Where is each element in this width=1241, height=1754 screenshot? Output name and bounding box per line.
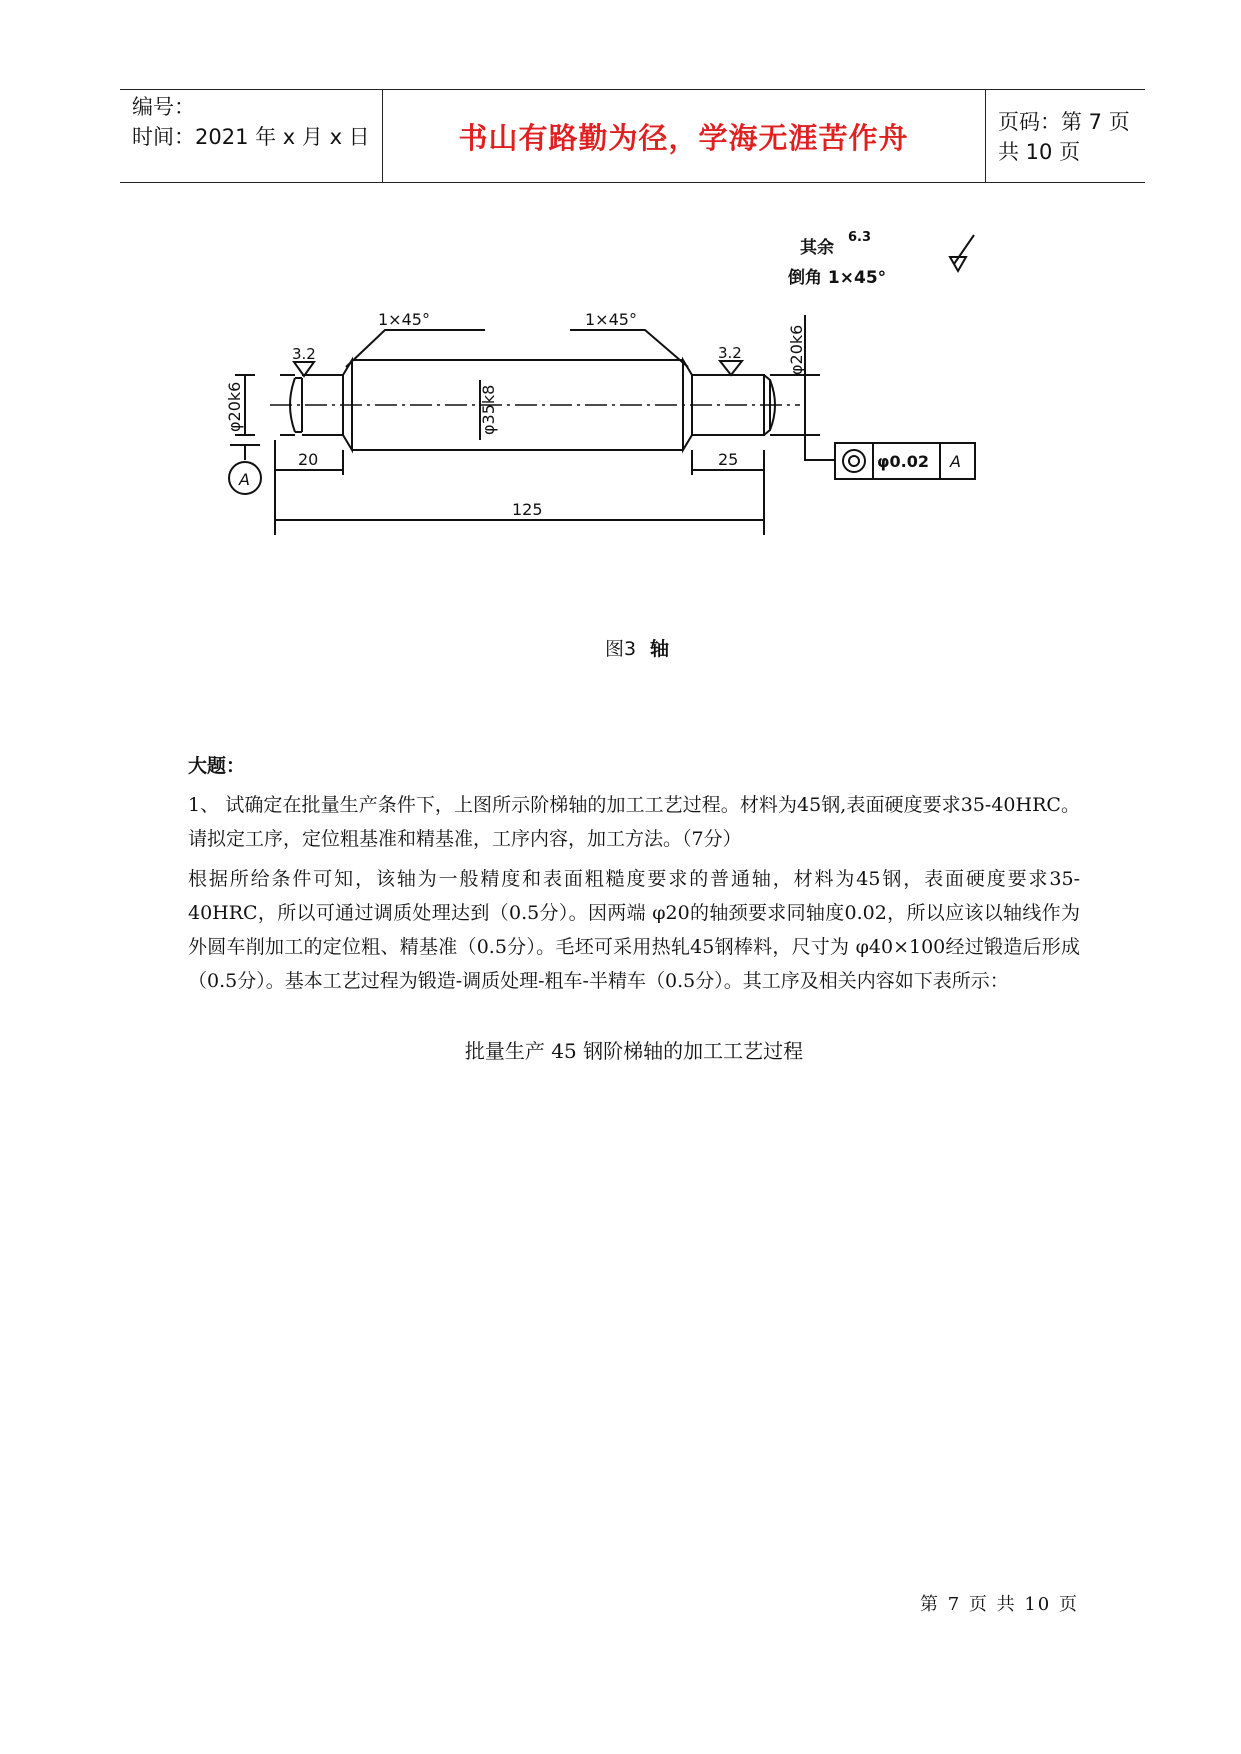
chamfer-left-label: 1×45° <box>378 310 430 329</box>
roughness-left-value: 3.2 <box>292 345 316 363</box>
table-caption: 批量生产 45 钢阶梯轴的加工工艺过程 <box>464 1039 804 1063</box>
answer-text: 根据所给条件可知，该轴为一般精度和表面粗糙度要求的普通轴，材料为45钢，表面硬度要求35-40HRC，所以可通过调质处理达到（0.5分）。因两端 φ20的轴颈要求同轴度0.02，所以应该以轴线作为外圆车削加工的定位粗、精基准（0.5分）。毛坯可采用热轧45钢棒料，尺寸为 φ40×100经过锻造后形成（0.5分）。基本工艺过程为锻造-调质处理-粗车-半精车（0.5分）。其工序及相关内容如下表所示： <box>188 868 1080 992</box>
question-text: 1、 试确定在批量生产条件下，上图所示阶梯轴的加工工艺过程。材料为45钢,表面硬度要求35-40HRC。请拟定工序，定位粗基准和精基准，工序内容，加工方法。（7分） <box>188 794 1080 850</box>
figure-caption-number: 图3 <box>605 638 637 660</box>
header-meta <box>132 92 377 180</box>
page-header <box>120 89 1145 183</box>
header-divider <box>985 90 986 182</box>
dimension-left-diameter: φ20k6 <box>225 381 244 432</box>
dimension-left-length: 20 <box>298 450 319 469</box>
document-number-label: 编号： <box>132 95 195 119</box>
dimension-total-length: 125 <box>512 500 543 519</box>
tolerance-value: φ0.02 <box>877 452 929 471</box>
note-chamfer: 倒角 1×45° <box>788 268 887 288</box>
dimension-right-diameter: φ20k6 <box>787 324 806 375</box>
roughness-right-value: 3.2 <box>718 344 742 362</box>
roughness-left-icon <box>294 362 314 376</box>
section-title: 大题： <box>188 755 246 777</box>
document-date: 时间：2021 年 x 月 x 日 <box>132 125 370 149</box>
datum-label: A <box>239 470 250 489</box>
tolerance-datum: A <box>950 452 961 471</box>
chamfer-right-label: 1×45° <box>585 310 637 329</box>
note-rest: 其余 <box>800 238 834 258</box>
coaxiality-icon <box>843 450 865 472</box>
figure-caption-name: 轴 <box>650 638 670 660</box>
header-page-info: 页码：第 7 页 共 10 页 <box>998 110 1130 164</box>
header-motto: 书山有路勤为径，学海无涯苦作舟 <box>458 120 909 155</box>
dimension-mid-diameter: φ35k8 <box>479 384 498 435</box>
roughness-symbol-icon <box>950 235 974 271</box>
dimension-right-length: 25 <box>718 450 739 469</box>
shaft-drawing <box>225 230 1010 675</box>
roughness-right-icon <box>720 361 742 375</box>
note-rest-roughness: 6.3 <box>848 230 872 245</box>
page-footer: 第 7 页 共 10 页 <box>920 1594 1079 1615</box>
